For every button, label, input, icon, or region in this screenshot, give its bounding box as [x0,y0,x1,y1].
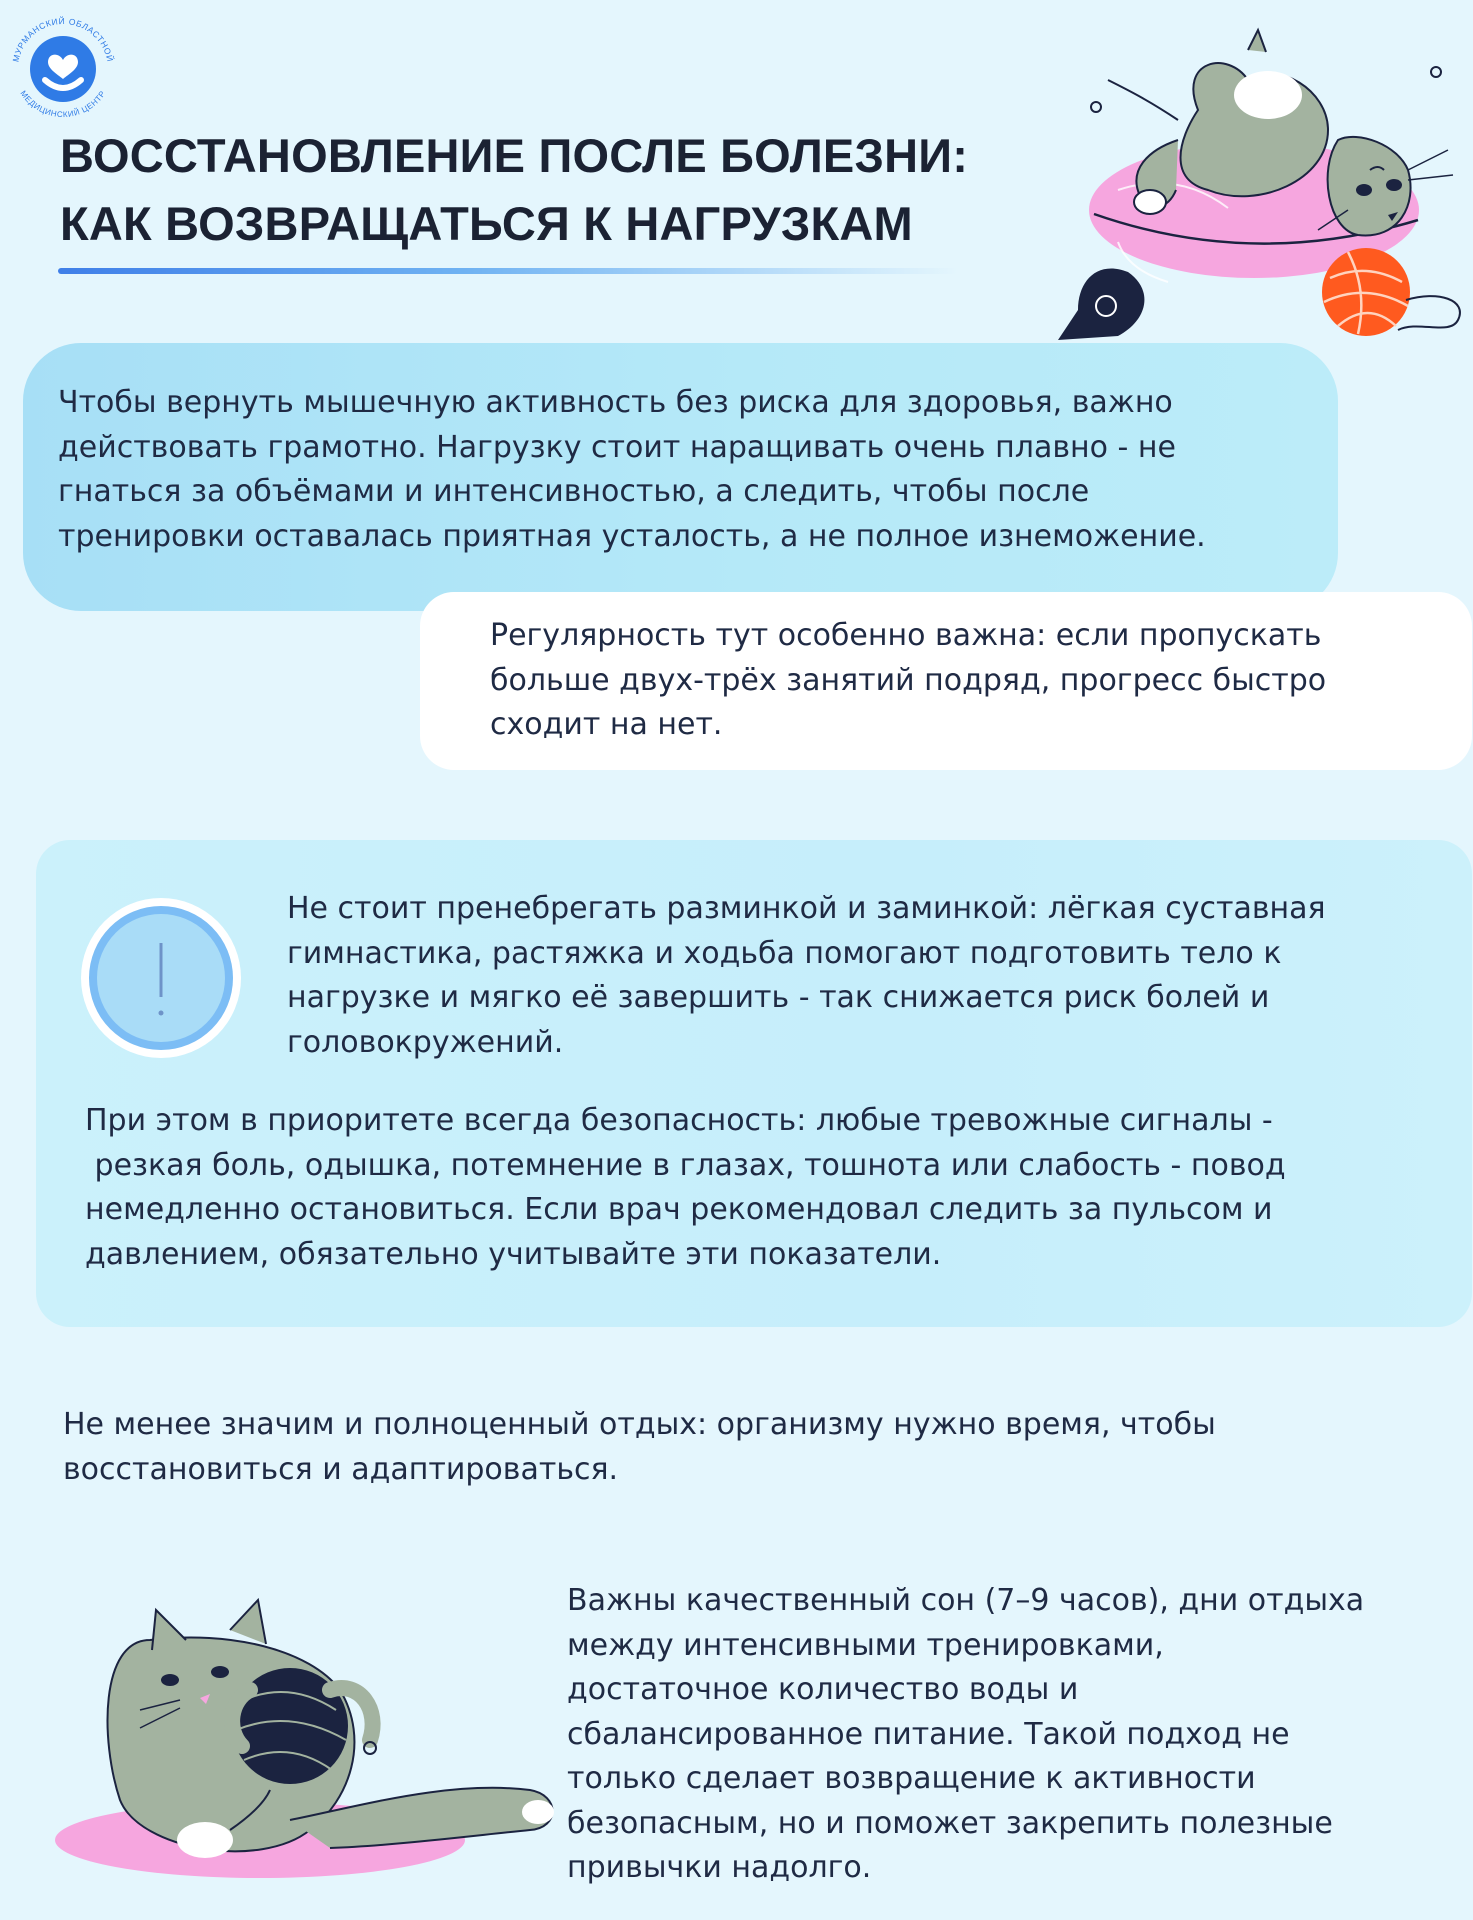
habits-text: Важны качественный сон (7–9 часов), дни отдыха между интенсивными тренировками, достаточное количество воды и сбалансированное питание. Такой подход не только сделает возвращение к активности безопасным, но и поможет закрепить полезные привычки надолго. [567,1583,1365,1885]
warmup-text: Не стоит пренебрегать разминкой и заминкой: лёгкая суставная гимнастика, растяжка и ходьба помогают подготовить тело к нагрузке и мягко её завершить - так снижается риск болей и головокружений. [287,891,1326,1060]
title-line: КАК ВОЗВРАЩАТЬСЯ К НАГРУЗКАМ [60,197,913,250]
svg-text:МЕДИЦИНСКИЙ ЦЕНТР: МЕДИЦИНСКИЙ ЦЕНТР [18,89,108,120]
svg-text:МУРМАНСКИЙ ОБЛАСТНОЙ: МУРМАНСКИЙ ОБЛАСТНОЙ [10,15,116,63]
title-underline [58,268,958,274]
logo-emblem [2,8,124,130]
regularity-text: Регулярность тут особенно важна: если пропускать больше двух-трёх занятий подряд, прогресс быстро сходит на нет. [490,618,1327,742]
cat-with-yarn-illustration [30,1580,570,1886]
safety-text: При этом в приоритете всегда безопасность: любые тревожные сигналы - резкая боль, одышка, потемнение в глазах, тошнота или слабость - повод немедленно остановиться. Если врач рекомендовал следить за пульсом и давлением, обязательно учитывайте эти показатели. [85,1103,1286,1272]
page-title [60,122,1060,258]
exclamation-circle-icon [76,893,246,1063]
intro-text: Чтобы вернуть мышечную активность без риска для здоровья, важно действовать грамотно. Нагрузку стоит наращивать очень плавно - не гнаться за объёмами и интенсивностью, а следить, чтобы после тренировки оставалась приятная усталость, а не полное изнеможение. [58,385,1206,554]
cat-on-pillow-illustration [1058,20,1473,348]
rest-text: Не менее значим и полноценный отдых: организму нужно время, чтобы восстановиться и адаптироваться. [63,1407,1216,1487]
title-line: ВОССТАНОВЛЕНИЕ ПОСЛЕ БОЛЕЗНИ: [60,129,969,182]
